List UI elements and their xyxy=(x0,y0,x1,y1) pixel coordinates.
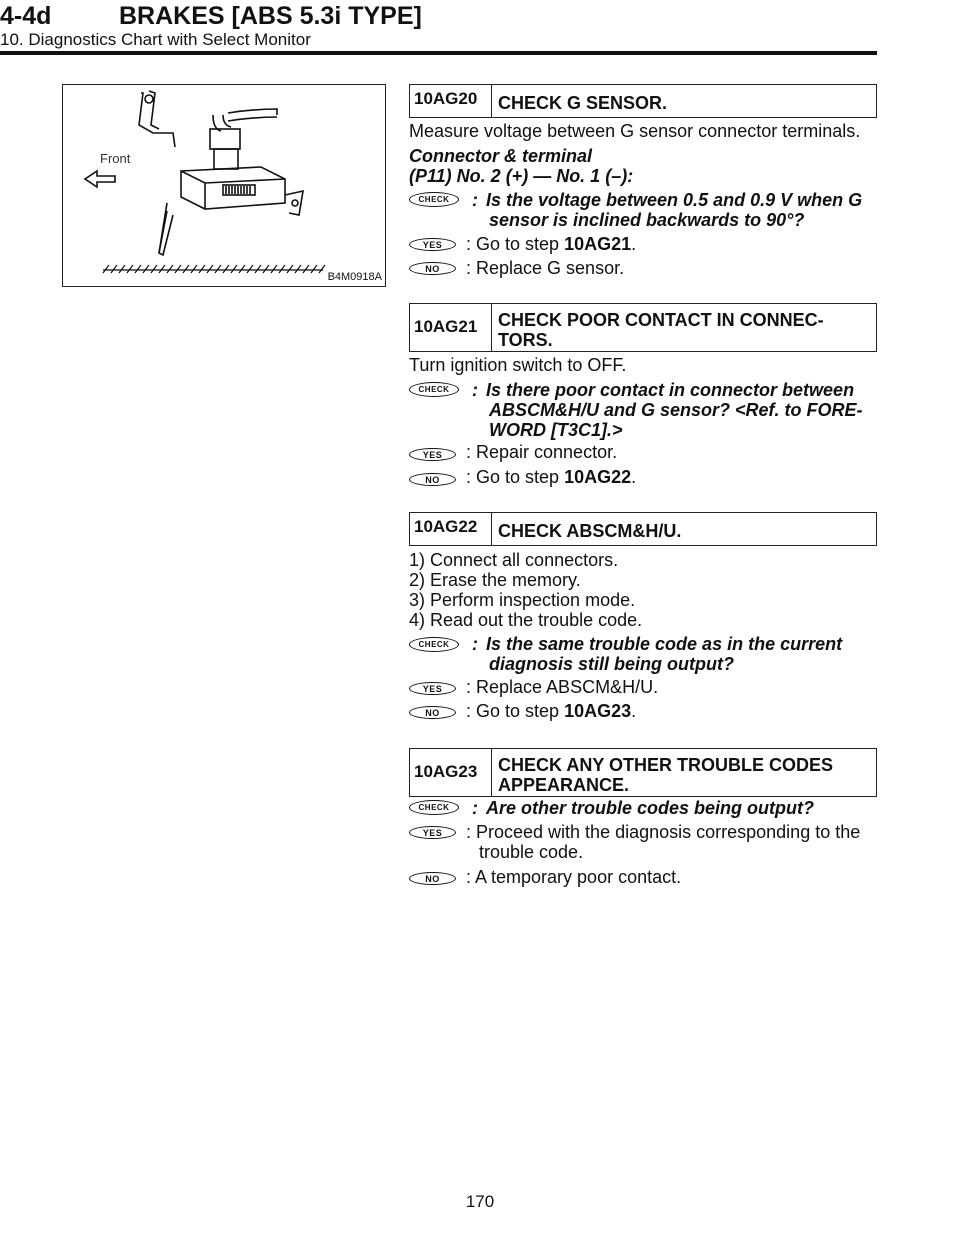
no-answer: : Go to step 10AG23. xyxy=(466,701,637,721)
no-icon: NO xyxy=(409,872,456,885)
step-body: Measure voltage between G sensor connector terminals. xyxy=(409,121,861,141)
step-body-line: 2) Erase the memory. xyxy=(409,570,581,590)
g-sensor-figure xyxy=(62,84,386,287)
step-title: CHECK POOR CONTACT IN CONNEC- TORS. xyxy=(498,310,824,350)
no-answer: : A temporary poor contact. xyxy=(466,867,682,887)
step-header-10ag23 xyxy=(409,748,877,797)
section-number: 4-4d xyxy=(0,2,52,30)
front-label: Front xyxy=(100,151,131,166)
step-header-10ag21 xyxy=(409,303,877,352)
step-title: CHECK ABSCM&H/U. xyxy=(498,521,682,541)
g-sensor-illustration xyxy=(63,85,387,288)
step-body-line: 4) Read out the trouble code. xyxy=(409,610,643,630)
check-question: : Is there poor contact in connector between ABSCM&H/U and G sensor? <Ref. to FORE- WORD [T3C1].> xyxy=(472,380,863,440)
no-icon: NO xyxy=(409,262,456,275)
step-body-line: 3) Perform inspection mode. xyxy=(409,590,636,610)
yes-answer: : Proceed with the diagnosis corresponding to the trouble code. xyxy=(466,822,861,862)
check-question: : Is the voltage between 0.5 and 0.9 V when G sensor is inclined backwards to 90°? xyxy=(472,190,863,230)
spec-label: Connector & terminal xyxy=(409,146,593,166)
page-subtitle: 10. Diagnostics Chart with Select Monitor xyxy=(0,30,311,49)
spec-terminal: (P11) No. 2 (+) — No. 1 (–): xyxy=(409,166,634,186)
yes-icon: YES xyxy=(409,448,456,461)
yes-answer: : Replace ABSCM&H/U. xyxy=(466,677,659,697)
step-code: 10AG21 xyxy=(410,304,492,351)
check-icon: CHECK xyxy=(409,800,459,815)
step-code: 10AG20 xyxy=(410,85,492,117)
yes-icon: YES xyxy=(409,238,456,251)
header-rule xyxy=(0,51,877,55)
yes-answer: : Go to step 10AG21. xyxy=(466,234,637,254)
no-answer: : Replace G sensor. xyxy=(466,258,625,278)
figure-code: B4M0918A xyxy=(327,271,382,283)
yes-answer: : Repair connector. xyxy=(466,442,618,462)
check-question: : Are other trouble codes being output? xyxy=(472,798,814,818)
check-icon: CHECK xyxy=(409,192,459,207)
no-answer: : Go to step 10AG22. xyxy=(466,467,637,487)
step-header-10ag20 xyxy=(409,84,877,118)
page-title: BRAKES [ABS 5.3i TYPE] xyxy=(119,2,422,30)
yes-icon: YES xyxy=(409,682,456,695)
step-body: Turn ignition switch to OFF. xyxy=(409,355,627,375)
step-title: CHECK ANY OTHER TROUBLE CODES APPEARANCE. xyxy=(498,755,834,795)
step-code: 10AG23 xyxy=(410,749,492,796)
step-body-line: 1) Connect all connectors. xyxy=(409,550,619,570)
step-code: 10AG22 xyxy=(410,513,492,545)
page-number: 170 xyxy=(465,1192,495,1211)
step-header-10ag22 xyxy=(409,512,877,546)
no-icon: NO xyxy=(409,473,456,486)
check-question: : Is the same trouble code as in the current diagnosis still being output? xyxy=(472,634,843,674)
step-title: CHECK G SENSOR. xyxy=(498,93,668,113)
check-icon: CHECK xyxy=(409,382,459,397)
check-icon: CHECK xyxy=(409,637,459,652)
no-icon: NO xyxy=(409,706,456,719)
yes-icon: YES xyxy=(409,826,456,839)
